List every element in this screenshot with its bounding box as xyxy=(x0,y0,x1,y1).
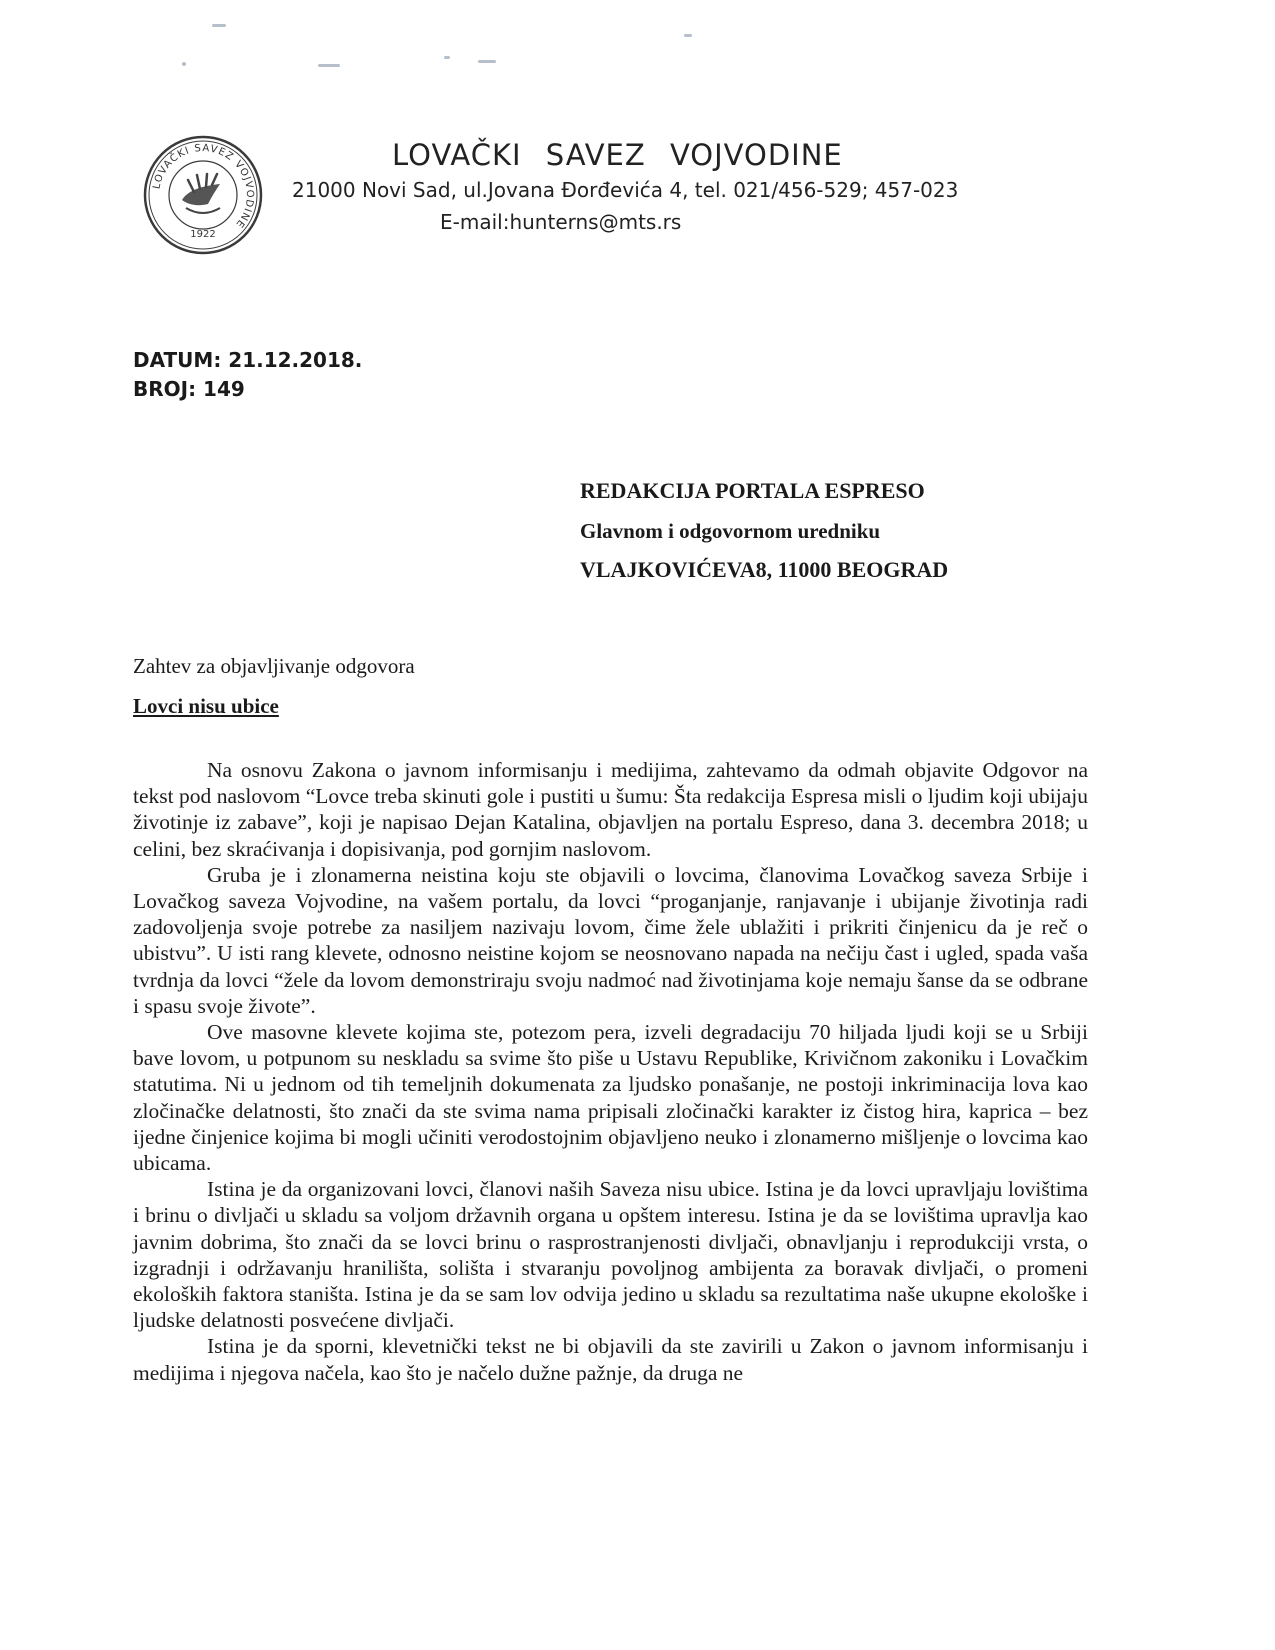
scan-speck xyxy=(444,56,450,59)
scan-speck xyxy=(212,24,226,27)
letter-body xyxy=(133,757,1088,1386)
scan-speck xyxy=(478,60,496,63)
body-paragraph: Na osnovu Zakona o javnom informisanju i medijima, zahtevamo da odmah objavite Odgovor na tekst pod naslovom “Lovce treba skinuti gole i pustiti u šumu: Šta redakcija Espresa misli o ljudim koji ubijaju životinje iz zabave”, koji je napisao Dejan Katalina, objavljen na portalu Espreso, dana 3. decembra 2018; u celini, bez skraćivanja i dopisivanja, pod gornjim naslovom. xyxy=(133,758,1088,861)
scan-speck xyxy=(182,62,186,66)
letter-title: Lovci nisu ubice xyxy=(133,694,279,718)
svg-text:LOVAČKI SAVEZ VOJVODINE: LOVAČKI SAVEZ VOJVODINE xyxy=(151,142,256,231)
body-paragraph: Gruba je i zlonamerna neistina koju ste objavili o lovcima, članovima Lovačkog saveza Srbije i Lovačkog saveza Vojvodine, na vašem portalu, da lovci “proganjanje, ranjavanje i ubijanje životinja radi zadovoljenja svoje potrebe za nasiljem nazivaju lovom, čime žele ublažiti i prikriti činjenicu da je reč o ubistvu”. U isti rang klevete, odnosno neistine kojom se neosnovano napada na nečiju čast i ugled, spada vaša tvrdnja da lovci “žele da lovom demonstriraju svoju nadmoć nad životinjama koje nemaju šanse da se odbrane i spasu svoje živote”. xyxy=(133,862,1088,1018)
scan-speck xyxy=(684,34,692,37)
recipient-role: Glavnom i odgovornom uredniku xyxy=(580,519,881,543)
recipient-name: REDAKCIJA PORTALA ESPRESO xyxy=(580,478,925,503)
organization-seal-icon xyxy=(142,134,264,256)
document-number: BROJ: 149 xyxy=(133,377,245,401)
recipient-address: VLAJKOVIĆEVA8, 11000 BEOGRAD xyxy=(580,557,949,582)
document-date: DATUM: 21.12.2018. xyxy=(133,348,363,372)
body-paragraph: Istina je da organizovani lovci, članovi naših Saveza nisu ubice. Istina je da lovci upravljaju lovištima i brinu o divljači u skladu sa voljom državnih organa u opštem interesu. Istina je da se lovištima upravlja kao javnim dobrima, što znači da se lovci brinu o rasprostranjenosti divljači, obnavljanju i reprodukciji vrsta, o izgradnji i održavanju hranilišta, solišta i stvaranju povoljnog ambijenta za boravak divljači, o promeni ekoloških faktora staništa. Istina je da se sam lov odvija jedino u skladu sa rezultatima naše ukupne ekološke i ljudske delatnosti posvećene divljači. xyxy=(133,1177,1088,1333)
svg-text:1922: 1922 xyxy=(190,229,216,240)
organization-email: E-mail:hunterns@mts.rs xyxy=(440,210,682,234)
organization-address: 21000 Novi Sad, ul.Jovana Đorđevića 4, tel. 021/456-529; 457-023 xyxy=(292,178,959,202)
scan-speck xyxy=(318,64,340,67)
body-paragraph: Ove masovne klevete kojima ste, potezom pera, izveli degradaciju 70 hiljada ljudi koji se u Srbiji bave lovom, u potpunom su neskladu sa svime što piše u Ustavu Republike, Krivičnom zakoniku i Lovačkim statutima. Ni u jednom od tih temeljnih dokumenata za ljudsko ponašanje, ne postoji inkriminacija lova kao zločinačke delatnosti, što znači da ste svima nama pripisali zločinački karakter iz čistog hira, kaprica – bez ijedne činjenice kojima bi mogli učiniti verodostojnim objavljeno neuko i zlonamerno mišljenje o lovcima kao ubicama. xyxy=(133,1020,1088,1176)
body-paragraph: Istina je da sporni, klevetnički tekst ne bi objavili da ste zavirili u Zakon o javnom informisanju i medijima i njegova načela, kao što je načelo dužne pažnje, da druga ne xyxy=(133,1334,1088,1385)
organization-name: LOVAČKI SAVEZ VOJVODINE xyxy=(392,138,843,172)
letter-subject: Zahtev za objavljivanje odgovora xyxy=(133,654,415,678)
